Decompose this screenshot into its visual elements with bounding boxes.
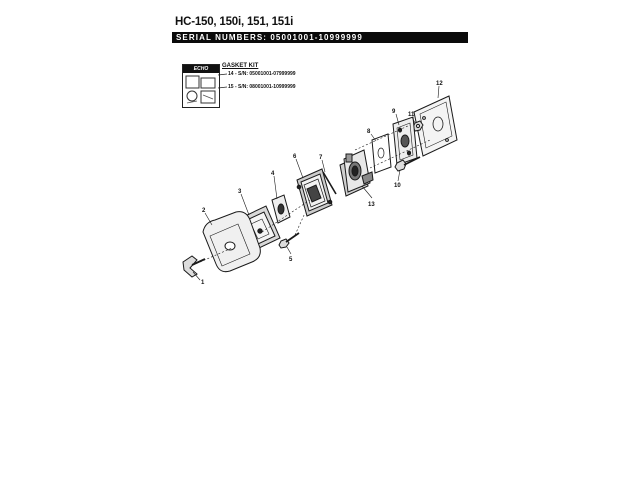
part-5-screw — [279, 233, 299, 248]
gasket-kit-line-2: 15 - S/N: 08001001-10999999 — [228, 84, 296, 90]
page-title: HC-150, 150i, 151, 151i — [175, 16, 294, 28]
echo-logo: ECHO — [183, 65, 219, 73]
part-4-gasket — [272, 195, 290, 223]
callout-2: 2 — [202, 208, 206, 214]
callout-5: 5 — [289, 257, 293, 263]
serial-numbers-bar: SERIAL NUMBERS: 05001001-10999999 — [172, 32, 468, 43]
callout-8: 8 — [367, 129, 371, 135]
callout-9: 9 — [392, 109, 396, 115]
gasket-kit-line-1: 14 - S/N: 05001001-07999999 — [228, 71, 296, 77]
callout-3: 3 — [238, 189, 242, 195]
callout-1: 1 — [201, 280, 205, 286]
callout-11: 11 — [408, 112, 415, 118]
callout-4: 4 — [271, 171, 275, 177]
callout-10: 10 — [394, 183, 401, 189]
part-1-knob — [183, 256, 205, 277]
callout-13: 13 — [368, 202, 375, 208]
callout-7: 7 — [319, 155, 323, 161]
callout-6: 6 — [293, 154, 297, 160]
callout-12: 12 — [436, 81, 443, 87]
part-13-carburetor — [340, 150, 373, 196]
part-9-insulator — [393, 117, 417, 165]
gasket-kit-title: GASKET KIT — [222, 63, 259, 69]
